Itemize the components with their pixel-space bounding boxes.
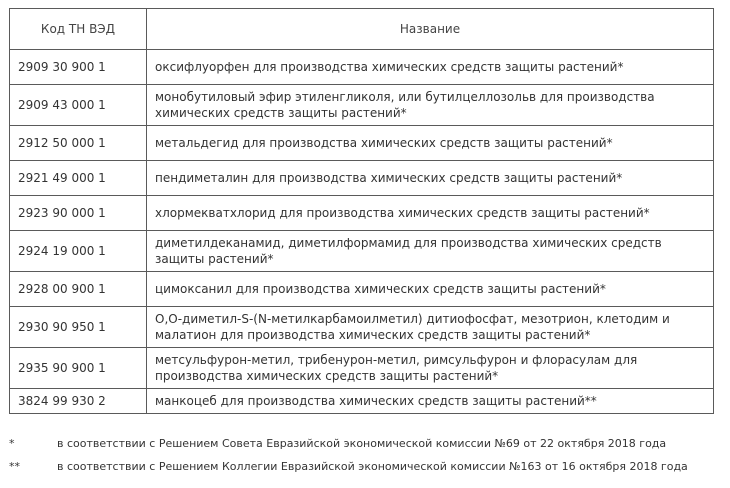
table-row: [10, 85, 714, 126]
row-name: О,О-диметил-S-(N-метилкарбамоилметил) дитиофосфат, мезотрион, клетодим и малатион для производства химических средств защиты растений*: [147, 307, 714, 348]
row-code: 3824 99 930 2: [10, 389, 147, 414]
footnote-text: в соответствии с Решением Совета Евразийской экономической комиссии №69 от 22 октября 2018 года: [57, 437, 667, 450]
row-name: пендиметалин для производства химических средств защиты растений*: [147, 161, 714, 196]
row-name: оксифлуорфен для производства химических средств защиты растений*: [147, 50, 714, 85]
row-code: 2912 50 000 1: [10, 126, 147, 161]
footnote-mark: **: [9, 460, 20, 473]
tnved-table: [9, 8, 714, 414]
table-row: [10, 126, 714, 161]
header-code: Код ТН ВЭД: [10, 9, 147, 50]
table-row: [10, 272, 714, 307]
footnote-text: в соответствии с Решением Коллегии Евразийской экономической комиссии №163 от 16 октября 2018 года: [57, 460, 688, 473]
footnote-mark: *: [9, 437, 15, 450]
footnote: [9, 455, 721, 478]
row-name: диметилдеканамид, диметилформамид для производства химических средств защиты растений*: [147, 231, 714, 272]
table-row: [10, 307, 714, 348]
row-name: цимоксанил для производства химических средств защиты растений*: [147, 272, 714, 307]
row-name: манкоцеб для производства химических средств защиты растений**: [147, 389, 714, 414]
row-code: 2924 19 000 1: [10, 231, 147, 272]
footnotes: [9, 432, 721, 478]
row-code: 2928 00 900 1: [10, 272, 147, 307]
row-name: монобутиловый эфир этиленгликоля, или бутилцеллозольв для производства химических средств защиты растений*: [147, 85, 714, 126]
row-name: метсульфурон-метил, трибенурон-метил, римсульфурон и флорасулам для производства химических средств защиты растений*: [147, 348, 714, 389]
table-row: [10, 161, 714, 196]
table-row: [10, 231, 714, 272]
footnote: [9, 432, 721, 455]
table-header-row: [10, 9, 714, 50]
row-code: 2909 43 000 1: [10, 85, 147, 126]
table-row: [10, 348, 714, 389]
table-row: [10, 389, 714, 414]
header-name: Название: [147, 9, 714, 50]
row-name: метальдегид для производства химических средств защиты растений*: [147, 126, 714, 161]
row-code: 2909 30 900 1: [10, 50, 147, 85]
row-code: 2930 90 950 1: [10, 307, 147, 348]
row-name: хлормекватхлорид для производства химических средств защиты растений*: [147, 196, 714, 231]
row-code: 2923 90 000 1: [10, 196, 147, 231]
table-row: [10, 50, 714, 85]
row-code: 2935 90 900 1: [10, 348, 147, 389]
row-code: 2921 49 000 1: [10, 161, 147, 196]
table-row: [10, 196, 714, 231]
